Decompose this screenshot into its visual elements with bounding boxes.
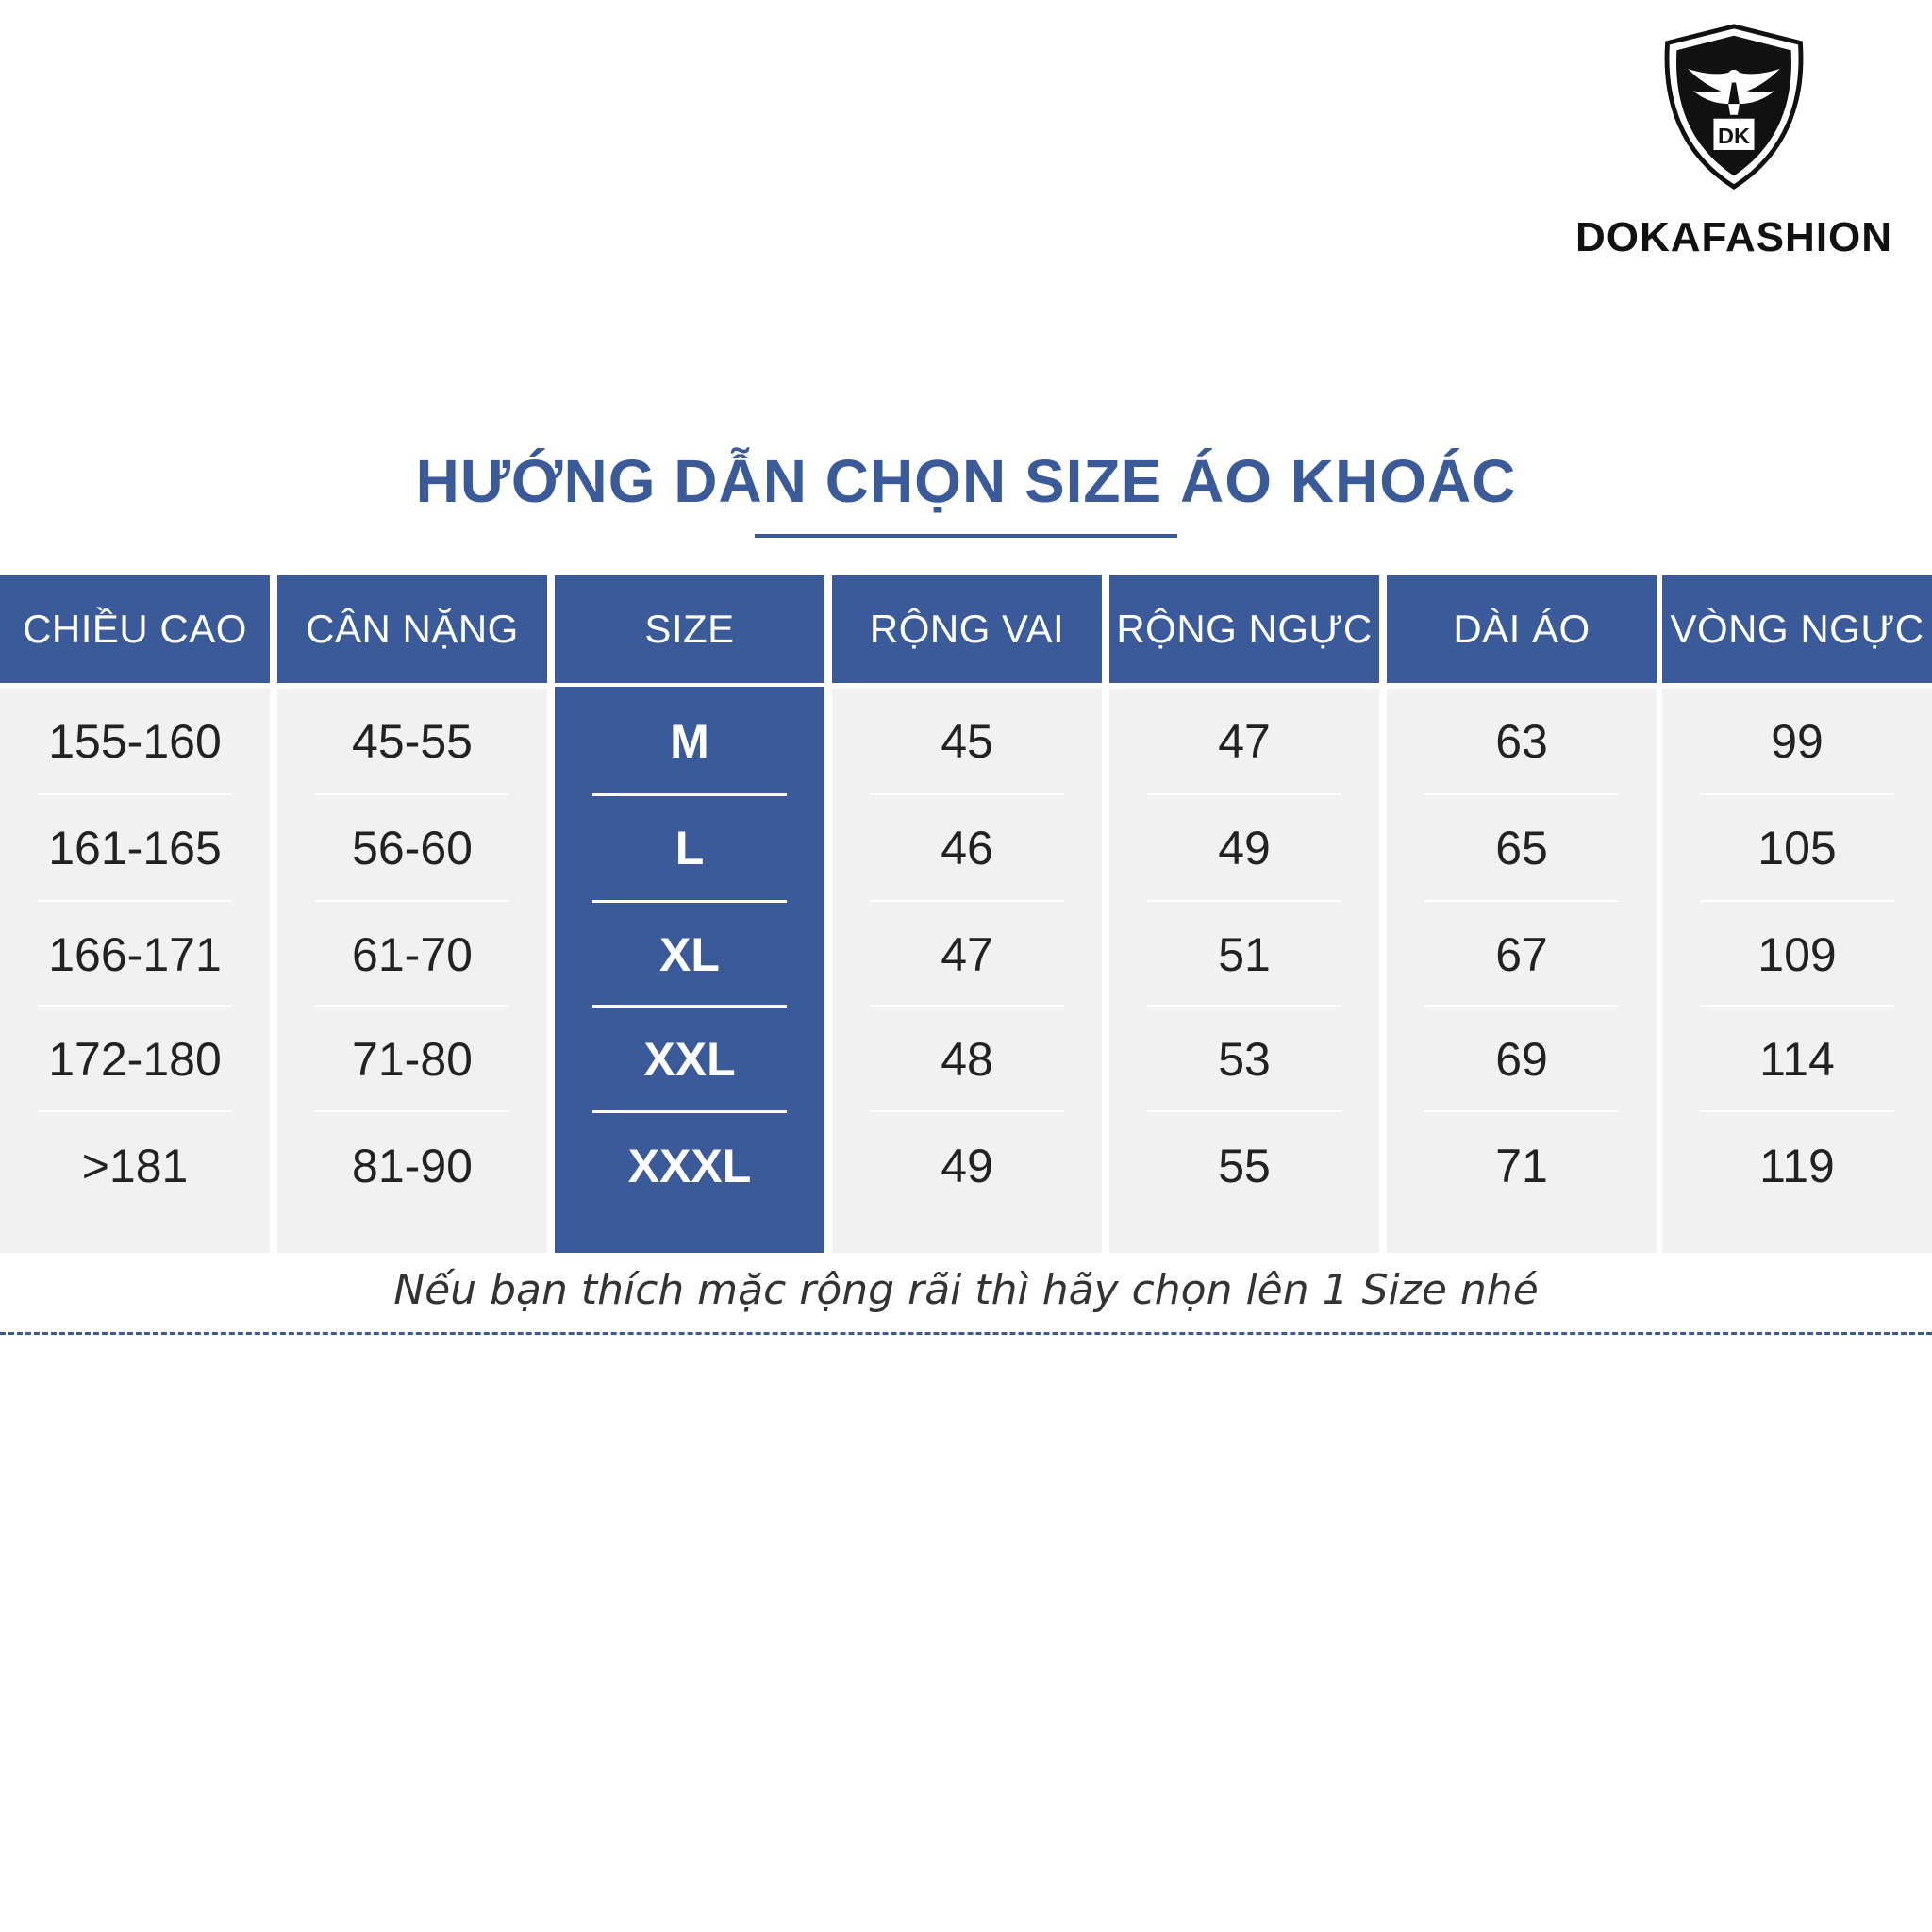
column-body (1387, 689, 1657, 1253)
size-chart-table (0, 575, 1932, 1253)
header-chest-circumference: VÒNG NGỰC (1662, 575, 1932, 683)
row-divider (1424, 1110, 1619, 1112)
row-divider (1700, 1110, 1894, 1112)
header-weight: CÂN NẶNG (277, 575, 547, 683)
column-body (832, 689, 1102, 1253)
table-cell: >181 (81, 1140, 189, 1192)
title-underline (755, 534, 1177, 538)
size-cell: M (670, 715, 709, 768)
table-cell: 119 (1759, 1140, 1835, 1192)
table-cell: 49 (1218, 822, 1271, 874)
size-note: Nếu bạn thích mặc rộng rãi thì hãy chọn lên 1 Size nhé (393, 1266, 1539, 1314)
header-length: DÀI ÁO (1387, 575, 1657, 683)
header-chest-width: RỘNG NGỰC (1109, 575, 1379, 683)
brand-block (1547, 23, 1921, 258)
table-cell: 114 (1759, 1033, 1835, 1086)
size-cell: XXL (643, 1033, 736, 1086)
row-divider (315, 1110, 509, 1112)
column-chest-circumference (1662, 575, 1932, 1253)
row-divider (870, 1110, 1064, 1112)
table-cell: 47 (941, 928, 993, 981)
table-cell: 81-90 (352, 1140, 473, 1192)
table-cell: 49 (941, 1140, 993, 1192)
column-height (0, 575, 270, 1253)
row-divider (38, 1110, 232, 1112)
table-cell: 161-165 (48, 822, 222, 874)
table-cell: 172-180 (48, 1033, 222, 1086)
logo-monogram: DK (1718, 124, 1750, 149)
column-shoulder (832, 575, 1102, 1253)
header-height: CHIỀU CAO (0, 575, 270, 683)
table-cell: 71-80 (352, 1033, 473, 1086)
table-cell: 63 (1495, 715, 1548, 768)
header-size: SIZE (555, 575, 824, 683)
brand-name: DOKAFASHION (1574, 214, 1893, 260)
table-cell: 45-55 (352, 715, 473, 768)
header-shoulder: RỘNG VAI (832, 575, 1102, 683)
table-cell: 55 (1218, 1140, 1271, 1192)
table-cell: 46 (941, 822, 993, 874)
row-divider (1147, 1110, 1341, 1112)
column-length (1387, 575, 1657, 1253)
size-cell: XL (659, 928, 720, 981)
table-cell: 61-70 (352, 928, 473, 981)
eagle-shield-logo-icon (1651, 23, 1817, 191)
size-cell: L (675, 822, 705, 874)
table-cell: 67 (1495, 928, 1548, 981)
size-column-body (555, 687, 824, 1253)
column-chest-width (1109, 575, 1379, 1253)
table-cell: 51 (1218, 928, 1271, 981)
table-cell: 109 (1757, 928, 1837, 981)
column-body (1109, 689, 1379, 1253)
column-body (0, 689, 270, 1253)
column-size (555, 575, 824, 1253)
table-cell: 71 (1495, 1140, 1548, 1192)
table-cell: 105 (1757, 822, 1837, 874)
table-cell: 166-171 (48, 928, 222, 981)
size-cell: XXXL (627, 1140, 752, 1192)
table-cell: 65 (1495, 822, 1548, 874)
table-cell: 99 (1771, 715, 1824, 768)
column-body (1662, 689, 1932, 1253)
page-title: HƯỚNG DẪN CHỌN SIZE ÁO KHOÁC (415, 447, 1517, 515)
column-body (277, 689, 547, 1253)
table-cell: 53 (1218, 1033, 1271, 1086)
table-cell: 45 (941, 715, 993, 768)
column-weight (277, 575, 547, 1253)
table-cell: 155-160 (48, 715, 222, 768)
table-cell: 48 (941, 1033, 993, 1086)
dashed-divider (0, 1332, 1932, 1335)
table-cell: 69 (1495, 1033, 1548, 1086)
table-cell: 47 (1218, 715, 1271, 768)
table-cell: 56-60 (352, 822, 473, 874)
